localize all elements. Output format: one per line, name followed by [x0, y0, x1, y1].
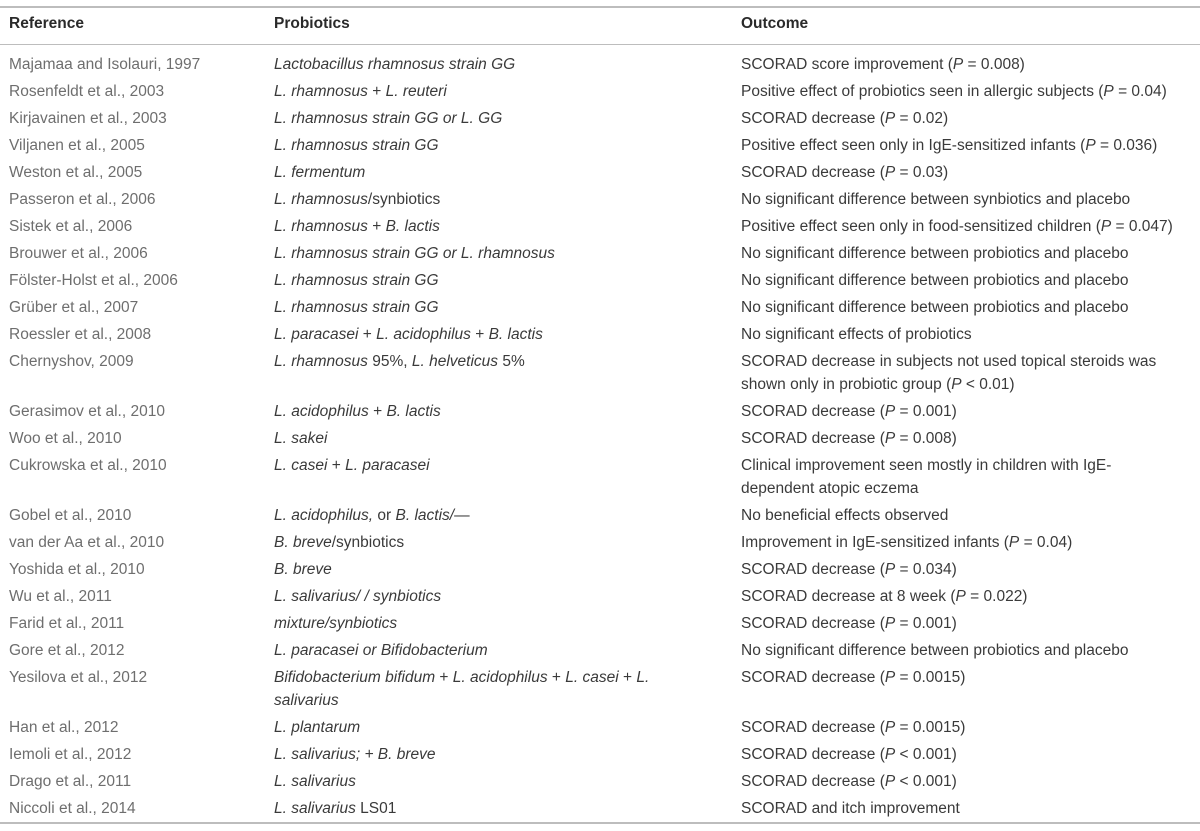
table-row	[0, 716, 1200, 743]
cell-outcome: SCORAD decrease (P = 0.001)	[741, 615, 957, 632]
cell-outcome: SCORAD decrease (P = 0.02)	[741, 110, 949, 127]
cell-outcome: SCORAD decrease (P = 0.0015)	[741, 719, 966, 736]
cell-outcome: SCORAD decrease (P = 0.008)	[741, 430, 957, 447]
table-row	[0, 350, 1200, 400]
cell-probiotics: mixture/synbiotics	[274, 615, 398, 632]
cell-outcome: No beneficial effects observed	[741, 507, 949, 524]
cell-outcome: SCORAD decrease (P < 0.001)	[741, 746, 957, 763]
cell-probiotics: L. rhamnosus 95%, L. helveticus 5%	[274, 353, 525, 370]
cell-reference: Kirjavainen et al., 2003	[9, 110, 167, 127]
cell-reference: Wu et al., 2011	[9, 588, 112, 605]
cell-reference: Drago et al., 2011	[9, 773, 132, 790]
cell-probiotics: L. salivarius/ / synbiotics	[274, 588, 442, 605]
cell-outcome: No significant effects of probiotics	[741, 326, 972, 343]
table-row	[0, 188, 1200, 215]
cell-outcome: SCORAD decrease (P < 0.001)	[741, 773, 957, 790]
table-row	[0, 296, 1200, 323]
table-row	[0, 80, 1200, 107]
cell-reference: Majamaa and Isolauri, 1997	[9, 56, 201, 73]
cell-reference: Han et al., 2012	[9, 719, 119, 736]
cell-reference: van der Aa et al., 2010	[9, 534, 165, 551]
table-row	[0, 666, 1200, 716]
header-outcome: Outcome	[741, 15, 809, 32]
cell-probiotics: L. casei + L. paracasei	[274, 457, 430, 474]
cell-reference: Roessler et al., 2008	[9, 326, 152, 343]
cell-probiotics: L. rhamnosus strain GG	[274, 272, 439, 289]
cell-probiotics: L. plantarum	[274, 719, 361, 736]
cell-outcome: Positive effect of probiotics seen in allergic subjects (P = 0.04)	[741, 83, 1167, 100]
cell-probiotics: L. fermentum	[274, 164, 366, 181]
cell-outcome: No significant difference between probiotics and placebo	[741, 299, 1129, 316]
cell-probiotics: L. salivarius LS01	[274, 800, 397, 817]
cell-probiotics: B. breve	[274, 561, 332, 578]
table-row	[0, 53, 1200, 80]
cell-outcome: Improvement in IgE-sensitized infants (P = 0.04)	[741, 534, 1073, 551]
table-row	[0, 743, 1200, 770]
table-row	[0, 134, 1200, 161]
cell-probiotics: L. paracasei + L. acidophilus + B. lactis	[274, 326, 543, 343]
cell-outcome: SCORAD decrease (P = 0.034)	[741, 561, 957, 578]
cell-reference: Sistek et al., 2006	[9, 218, 133, 235]
cell-reference: Viljanen et al., 2005	[9, 137, 145, 154]
cell-probiotics: L. rhamnosus + B. lactis	[274, 218, 440, 235]
cell-outcome: Positive effect seen only in IgE-sensitized infants (P = 0.036)	[741, 137, 1158, 154]
cell-reference: Fölster-Holst et al., 2006	[9, 272, 178, 289]
cell-reference: Rosenfeldt et al., 2003	[9, 83, 165, 100]
cell-reference: Farid et al., 2011	[9, 615, 125, 632]
cell-reference: Gerasimov et al., 2010	[9, 403, 165, 420]
cell-reference: Chernyshov, 2009	[9, 353, 134, 370]
table-row	[0, 215, 1200, 242]
cell-reference: Niccoli et al., 2014	[9, 800, 136, 817]
cell-outcome: No significant difference between probiotics and placebo	[741, 272, 1129, 289]
table-body	[0, 53, 1200, 824]
cell-probiotics: L. rhamnosus strain GG	[274, 137, 439, 154]
cell-outcome: SCORAD decrease at 8 week (P = 0.022)	[741, 588, 1028, 605]
cell-probiotics: L. sakei	[274, 430, 328, 447]
cell-probiotics: Lactobacillus rhamnosus strain GG	[274, 56, 516, 73]
table-row	[0, 639, 1200, 666]
table-row	[0, 454, 1200, 504]
cell-reference: Woo et al., 2010	[9, 430, 122, 447]
cell-outcome: Clinical improvement seen mostly in children with IgE-dependent atopic eczema	[741, 457, 1112, 497]
cell-probiotics: L. salivarius; + B. breve	[274, 746, 436, 763]
cell-outcome: SCORAD decrease in subjects not used topical steroids was shown only in probiotic group (P < 0.01)	[741, 353, 1157, 393]
header-probiotics: Probiotics	[274, 15, 350, 32]
table-row	[0, 585, 1200, 612]
table-row	[0, 242, 1200, 269]
cell-reference: Grüber et al., 2007	[9, 299, 139, 316]
cell-outcome: No significant difference between probiotics and placebo	[741, 642, 1129, 659]
cell-probiotics: Bifidobacterium bifidum + L. acidophilus + L. casei + L. salivarius	[274, 669, 650, 709]
cell-probiotics: L. rhamnosus strain GG	[274, 299, 439, 316]
cell-reference: Yesilova et al., 2012	[9, 669, 148, 686]
table-row	[0, 323, 1200, 350]
table-row	[0, 770, 1200, 797]
cell-outcome: No significant difference between synbiotics and placebo	[741, 191, 1131, 208]
cell-reference: Yoshida et al., 2010	[9, 561, 145, 578]
table-row	[0, 161, 1200, 188]
cell-probiotics: L. rhamnosus strain GG or L. rhamnosus	[274, 245, 555, 262]
cell-probiotics: L. paracasei or Bifidobacterium	[274, 642, 488, 659]
cell-reference: Cukrowska et al., 2010	[9, 457, 167, 474]
cell-outcome: SCORAD and itch improvement	[741, 800, 960, 817]
cell-probiotics: L. rhamnosus + L. reuteri	[274, 83, 447, 100]
cell-outcome: SCORAD decrease (P = 0.0015)	[741, 669, 966, 686]
table-top-rule	[0, 6, 1200, 8]
table-row	[0, 531, 1200, 558]
cell-reference: Brouwer et al., 2006	[9, 245, 148, 262]
table-row	[0, 504, 1200, 531]
cell-probiotics: B. breve/synbiotics	[274, 534, 405, 551]
table-row	[0, 427, 1200, 454]
table-row	[0, 269, 1200, 296]
header-reference: Reference	[9, 15, 84, 32]
cell-probiotics: L. acidophilus, or B. lactis/—	[274, 507, 470, 524]
cell-reference: Passeron et al., 2006	[9, 191, 156, 208]
cell-outcome: No significant difference between probiotics and placebo	[741, 245, 1129, 262]
cell-probiotics: L. rhamnosus strain GG or L. GG	[274, 110, 503, 127]
table-row	[0, 558, 1200, 585]
header-rule	[0, 44, 1200, 45]
cell-outcome: SCORAD decrease (P = 0.001)	[741, 403, 957, 420]
cell-reference: Gobel et al., 2010	[9, 507, 132, 524]
table-row	[0, 797, 1200, 824]
table-row	[0, 107, 1200, 134]
cell-outcome: SCORAD decrease (P = 0.03)	[741, 164, 949, 181]
table-row	[0, 400, 1200, 427]
table-row	[0, 612, 1200, 639]
cell-probiotics: L. salivarius	[274, 773, 356, 790]
cell-probiotics: L. acidophilus + B. lactis	[274, 403, 441, 420]
cell-probiotics: L. rhamnosus/synbiotics	[274, 191, 441, 208]
table-bottom-rule	[0, 822, 1200, 824]
cell-reference: Iemoli et al., 2012	[9, 746, 132, 763]
cell-outcome: Positive effect seen only in food-sensitized children (P = 0.047)	[741, 218, 1173, 235]
cell-reference: Gore et al., 2012	[9, 642, 125, 659]
cell-reference: Weston et al., 2005	[9, 164, 143, 181]
cell-outcome: SCORAD score improvement (P = 0.008)	[741, 56, 1025, 73]
